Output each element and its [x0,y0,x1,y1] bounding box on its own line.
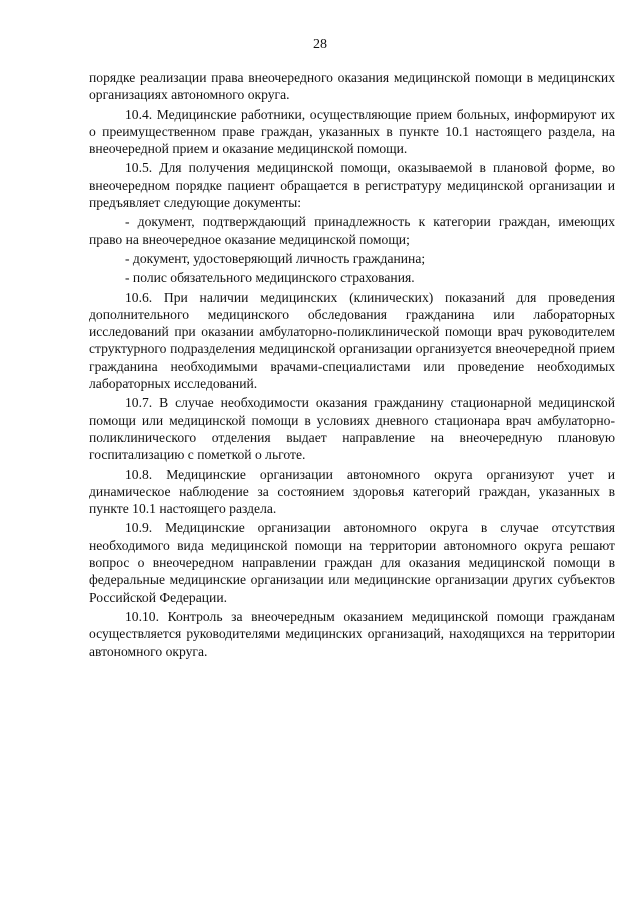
paragraph-10-9: 10.9. Медицинские организации автономного округа в случае отсутствия необходимого вида медицинской помощи на территории автономного округа решают вопрос о внеочередном направлении граждан для оказания медицинской помощи в федеральные медицинские организации или медицинские организации других субъектов Российской Федерации. [89,520,615,605]
paragraph-continuation: порядке реализации права внеочередного оказания медицинской помощи в медицинских организациях автономного округа. [89,70,615,103]
page-number: 28 [313,37,327,52]
paragraph-10-5: 10.5. Для получения медицинской помощи, оказываемой в плановой форме, во внеочередном порядке пациент обращается в регистратуру медицинской организации и предъявляет следующие документы: [89,160,615,211]
paragraph-10-7: 10.7. В случае необходимости оказания гражданину стационарной медицинской помощи или медицинской помощи в условиях дневного стационара врач амбулаторно-поликлинического отделения выдает направление на внеочередную плановую госпитализацию с пометкой о льготе. [89,395,615,463]
list-item-document-category: - документ, подтверждающий принадлежность к категории граждан, имеющих право на внеочередное оказание медицинской помощи; [89,214,615,247]
list-item-identity-document: - документ, удостоверяющий личность гражданина; [125,250,426,266]
list-item-insurance-policy: - полис обязательного медицинского страхования. [125,270,415,286]
paragraph-10-8: 10.8. Медицинские организации автономного округа организуют учет и динамическое наблюдение за состоянием здоровья категорий граждан, указанных в пункте 10.1 настоящего раздела. [89,466,615,517]
document-body [89,69,615,662]
paragraph-10-4: 10.4. Медицинские работники, осуществляющие прием больных, информируют их о преимущественном праве граждан, указанных в пункте 10.1 настоящего раздела, на внеочередной прием и оказание медицинской помощи. [89,106,615,157]
paragraph-10-10: 10.10. Контроль за внеочередным оказанием медицинской помощи гражданам осуществляется руководителями медицинских организаций, находящихся на территории автономного округа. [89,608,615,659]
paragraph-10-6: 10.6. При наличии медицинских (клинических) показаний для проведения дополнительного медицинского обследования гражданина или лабораторных исследований при оказании амбулаторно-поликлинической помощи врач руководителем структурного подразделения медицинской организации организуется внеочередной прием гражданина необходимыми врачами-специалистами или проведение необходимых лабораторных исследований. [89,289,615,392]
